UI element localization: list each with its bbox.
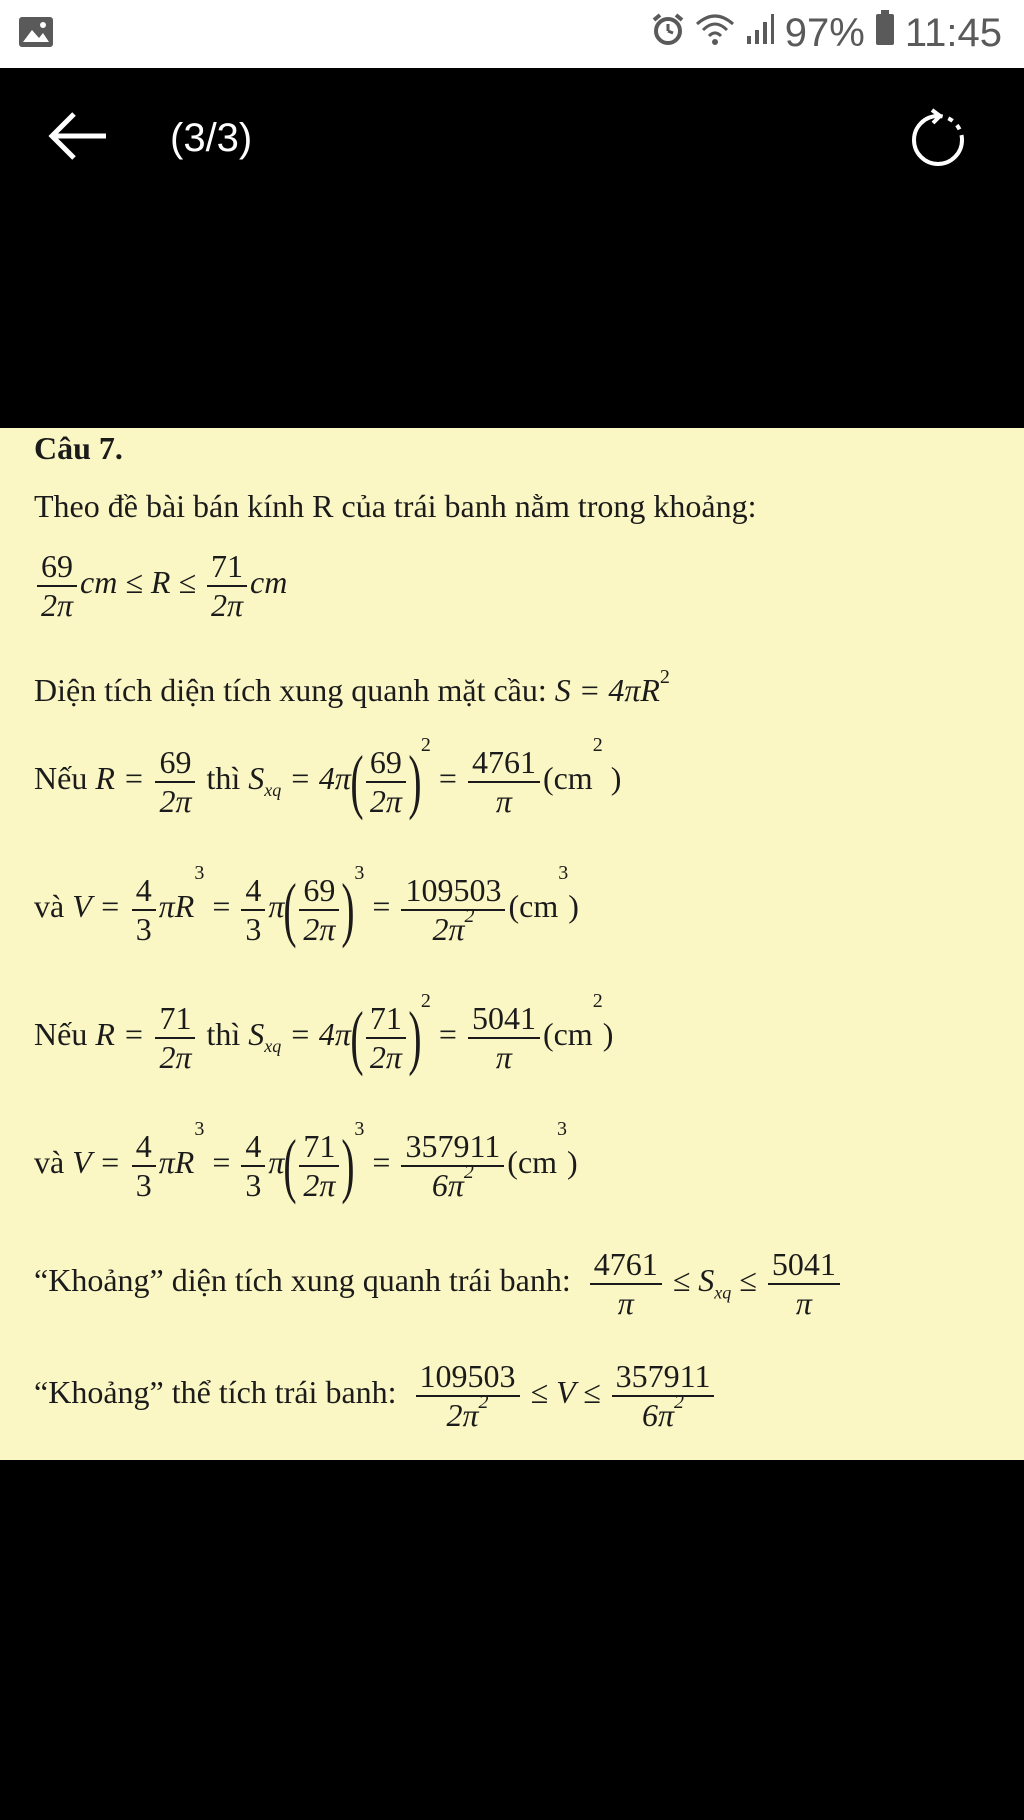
alarm-icon [651, 11, 685, 56]
case-r2-surface: Nếu R = $\frac{71}{2\pi}$ thì $S_{xq} = 4\pi$( $\frac{71}{2\pi}$ )$^2$ = $\frac{5041}{\pi}$ $(cm^2)$ [34, 990, 614, 1077]
question-heading: Câu 7. [34, 430, 123, 466]
case-r1-volume: và V = $\frac{4}{3}$ $\pi R^3$ = $\frac{4}{3}$ π( $\frac{69}{2\pi}$ )$^3$ = $\frac{109503}{2\pi^2}$ $(cm^3)$ [34, 862, 579, 949]
page-counter: (3/3) [170, 116, 253, 160]
rotate-icon[interactable] [906, 108, 970, 172]
radius-range: $\frac{69}{2\pi}$ cm ≤ R ≤ $\frac{71}{2\pi}$ cm [34, 548, 287, 624]
surface-formula-line: Diện tích diện tích xung quanh mặt cầu: $S = 4\pi R^2$ [34, 666, 670, 708]
clock: 11:45 [904, 10, 1002, 55]
gallery-icon [18, 16, 54, 53]
wifi-icon [695, 11, 735, 56]
battery-percent: 97% [784, 10, 865, 55]
surface-range: “Khoảng” diện tích xung quanh trái banh: $\frac{4761}{\pi}$ ≤ $S_{xq}$ ≤ $\frac{5041}{\pi}$ [34, 1246, 843, 1322]
case-r1-surface: Nếu R = $\frac{69}{2\pi}$ thì $S_{xq} = 4\pi$( $\frac{69}{2\pi}$ )$^2$ = $\frac{4761}{\pi}$ ($cm^2$ ) [34, 734, 622, 821]
status-bar [0, 0, 1024, 68]
fraction: $\frac{71}{2\pi}$ [207, 548, 247, 624]
app-bar [0, 68, 1024, 218]
signal-icon [745, 11, 775, 56]
case-r2-volume: và V = $\frac{4}{3}$ $\pi R^3$ = $\frac{4}{3}$ π( $\frac{71}{2\pi}$ )$^3$ = $\frac{357911}{6\pi^2}$ $(cm^3)$ [34, 1118, 578, 1205]
battery-icon [875, 10, 895, 56]
intro-text: Theo đề bài bán kính R của trái banh nằm trong khoảng: [34, 488, 757, 524]
volume-range: “Khoảng” thể tích trái banh: $\frac{109503}{2\pi^2}$ ≤ V ≤ $\frac{357911}{6\pi^2}$ [34, 1358, 717, 1434]
document-page [0, 428, 1024, 1460]
back-arrow-icon[interactable] [46, 108, 116, 168]
fraction: $\frac{69}{2\pi}$ [37, 548, 77, 624]
